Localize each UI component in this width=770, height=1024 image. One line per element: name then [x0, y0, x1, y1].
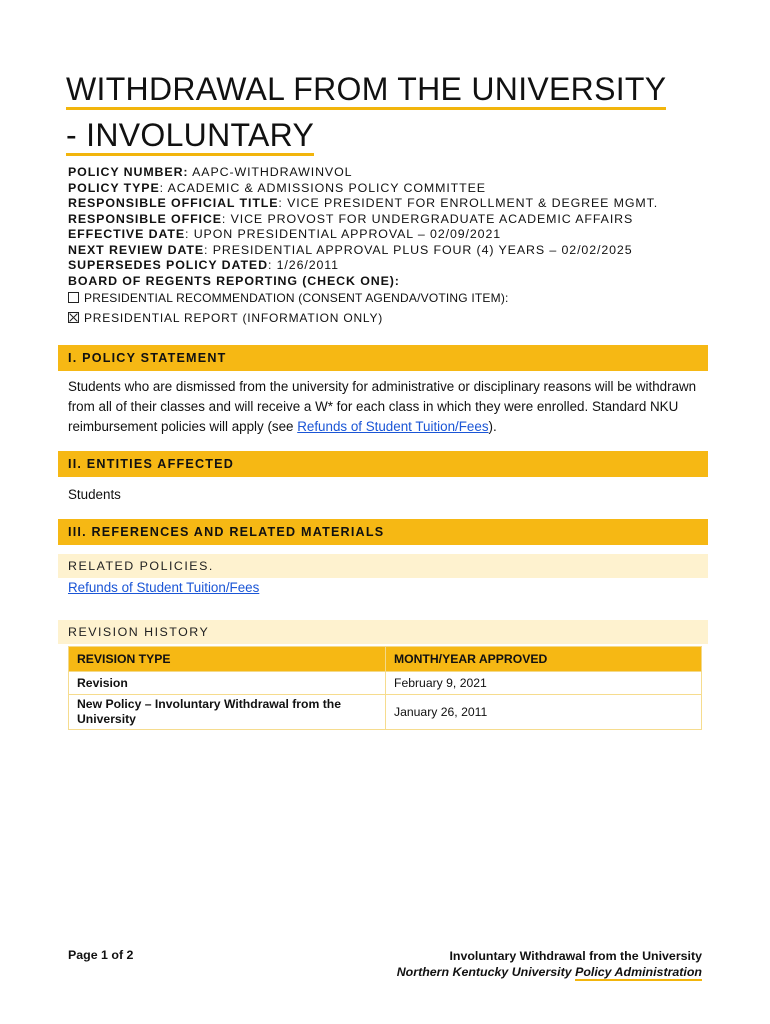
policy-statement-body: Students who are dismissed from the university for administrative or disciplinary reasons will be withdrawn from all of their classes and will receive a W* for each class in which they were enrolled. Standard NKU reimbursement policies will apply (see — [68, 379, 697, 434]
policy-type-value: : ACADEMIC & ADMISSIONS POLICY COMMITTEE — [159, 180, 486, 195]
policy-metadata — [68, 165, 728, 326]
revision-type-cell: New Policy – Involuntary Withdrawal from the University — [69, 695, 386, 730]
unchecked-checkbox-icon[interactable] — [68, 292, 79, 303]
page-number: Page 1 of 2 — [68, 948, 134, 962]
option-recommendation[interactable] — [68, 291, 728, 307]
option-recommendation-label: PRESIDENTIAL RECOMMENDATION (CONSENT AGENDA/VOTING ITEM): — [84, 291, 509, 305]
section-heading-policy-statement: I. POLICY STATEMENT — [58, 345, 708, 371]
board-reporting-row — [68, 274, 728, 290]
responsible-office-label: RESPONSIBLE OFFICE — [68, 211, 222, 226]
responsible-office-row — [68, 212, 728, 228]
responsible-title-row — [68, 196, 728, 212]
effective-date-label: EFFECTIVE DATE — [68, 227, 186, 241]
page-footer — [397, 948, 702, 980]
responsible-title-label: RESPONSIBLE OFFICIAL TITLE — [68, 196, 279, 210]
revision-type-header: REVISION TYPE — [69, 647, 386, 672]
refunds-link[interactable]: Refunds of Student Tuition/Fees — [68, 580, 260, 595]
title-line-2: - INVOLUNTARY — [66, 117, 314, 156]
policy-number-row — [68, 165, 728, 181]
next-review-row — [68, 243, 728, 259]
supersedes-value: : 1/26/2011 — [267, 258, 339, 272]
footer-org-highlight: Policy Administration — [575, 965, 702, 979]
revision-history-heading: REVISION HISTORY — [58, 620, 708, 644]
policy-type-row — [68, 181, 728, 197]
option-report-label: PRESIDENTIAL REPORT (INFORMATION ONLY) — [84, 310, 384, 325]
footer-organization — [397, 964, 702, 980]
supersedes-label: SUPERSEDES POLICY DATED — [68, 258, 268, 272]
revision-type-cell: Revision — [69, 672, 386, 695]
section-heading-entities: II. ENTITIES AFFECTED — [58, 451, 708, 477]
option-report[interactable] — [68, 311, 728, 327]
next-review-label: NEXT REVIEW DATE — [68, 242, 205, 257]
table-row — [69, 672, 702, 695]
effective-date-value: : UPON PRESIDENTIAL APPROVAL – 02/09/2021 — [185, 227, 502, 241]
document-title — [66, 66, 706, 158]
footer-document-name: Involuntary Withdrawal from the University — [449, 949, 702, 963]
entities-text: Students — [68, 487, 121, 502]
revision-history-table — [68, 646, 702, 730]
next-review-value: : PRESIDENTIAL APPROVAL PLUS FOUR (4) YEARS – 02/02/2025 — [204, 242, 633, 257]
table-row — [69, 695, 702, 730]
footer-org-name: Northern Kentucky University — [396, 965, 576, 979]
effective-date-row — [68, 227, 728, 243]
policy-number-label: POLICY NUMBER: — [68, 165, 189, 179]
board-reporting-label: BOARD OF REGENTS REPORTING (CHECK ONE): — [68, 273, 400, 288]
refunds-link-inline[interactable]: Refunds of Student Tuition/Fees — [297, 419, 489, 434]
policy-statement-text — [68, 377, 698, 437]
approval-date-cell: February 9, 2021 — [386, 672, 702, 695]
approval-date-cell: January 26, 2011 — [386, 695, 702, 730]
policy-number-value: AAPC-WITHDRAWINVOL — [188, 165, 353, 179]
responsible-title-value: : VICE PRESIDENT FOR ENROLLMENT & DEGREE MGMT. — [278, 196, 659, 210]
title-line-1: WITHDRAWAL FROM THE UNIVERSITY — [66, 71, 666, 110]
month-year-header: MONTH/YEAR APPROVED — [386, 647, 702, 672]
related-policies-list — [68, 578, 698, 598]
supersedes-row — [68, 258, 728, 274]
policy-type-label: POLICY TYPE — [68, 180, 160, 195]
responsible-office-value: : VICE PROVOST FOR UNDERGRADUATE ACADEMIC AFFAIRS — [221, 211, 634, 226]
table-header-row — [69, 647, 702, 672]
related-policies-heading: RELATED POLICIES. — [58, 554, 708, 578]
checked-checkbox-icon[interactable] — [68, 312, 79, 323]
policy-statement-end: ). — [488, 419, 497, 434]
section-heading-references: III. REFERENCES AND RELATED MATERIALS — [58, 519, 708, 545]
